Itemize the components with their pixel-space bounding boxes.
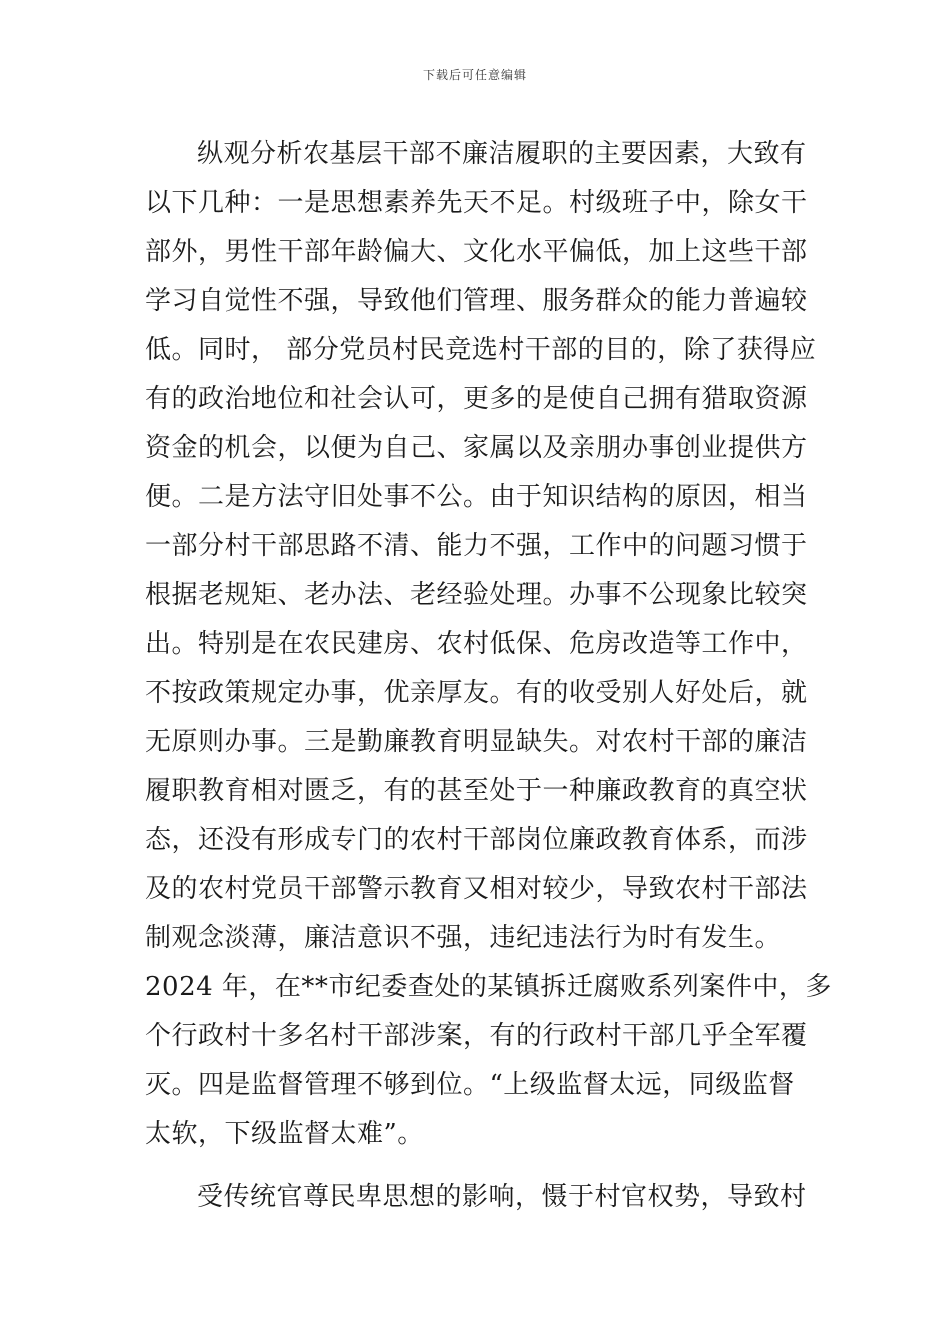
paragraph-spacer xyxy=(145,1159,815,1173)
text-line: 一部分村干部思路不清、能力不强，工作中的问题习惯于 xyxy=(145,531,808,561)
text-line: 个行政村十多名村干部涉案，有的行政村干部几乎全军覆 xyxy=(145,1021,808,1051)
text-line: 无原则办事。三是勤廉教育明显缺失。对农村干部的廉洁 xyxy=(145,727,808,757)
text-line: 资金的机会，以便为自己、家属以及亲朋办事创业提供方 xyxy=(145,433,808,463)
text-line: 纵观分析农基层干部不廉洁履职的主要因素，大致有 xyxy=(197,139,807,169)
text-line: 受传统官尊民卑思想的影响，慑于村官权势，导致村 xyxy=(197,1182,807,1212)
text-line: 根据老规矩、老办法、老经验处理。办事不公现象比较突 xyxy=(145,580,808,610)
text-line: 便。二是方法守旧处事不公。由于知识结构的原因，相当 xyxy=(145,482,808,512)
text-line: 灭。四是监督管理不够到位。“上级监督太远，同级监督 xyxy=(145,1070,795,1100)
paragraph-1 xyxy=(145,130,832,1159)
document-body xyxy=(145,130,832,1222)
text-line: 部外，男性干部年龄偏大、文化水平偏低，加上这些干部 xyxy=(145,237,808,267)
text-line: 低。同时， 部分党员村民竞选村干部的目的，除了获得应 xyxy=(145,335,817,365)
text-line: 态，还没有形成专门的农村干部岗位廉政教育体系，而涉 xyxy=(145,825,808,855)
text-line: 履职教育相对匮乏，有的甚至处于一种廉政教育的真空状 xyxy=(145,776,808,806)
text-line: 学习自觉性不强，导致他们管理、服务群众的能力普遍较 xyxy=(145,286,808,316)
text-line: 出。特别是在农民建房、农村低保、危房改造等工作中， xyxy=(145,629,808,659)
text-line: 2024 年，在**市纪委查处的某镇拆迁腐败系列案件中，多 xyxy=(145,972,832,1002)
text-line: 制观念淡薄，廉洁意识不强，违纪违法行为时有发生。 xyxy=(145,923,782,953)
text-line: 有的政治地位和社会认可，更多的是使自己拥有猎取资源 xyxy=(145,384,808,414)
text-line: 不按政策规定办事，优亲厚友。有的收受别人好处后，就 xyxy=(145,678,808,708)
page-header: 下载后可任意编辑 xyxy=(422,68,527,82)
text-line: 及的农村党员干部警示教育又相对较少，导致农村干部法 xyxy=(145,874,808,904)
text-line: 太软，下级监督太难”。 xyxy=(145,1119,424,1149)
text-line: 以下几种：一是思想素养先天不足。村级班子中，除女干 xyxy=(145,188,808,218)
paragraph-2 xyxy=(145,1173,815,1222)
